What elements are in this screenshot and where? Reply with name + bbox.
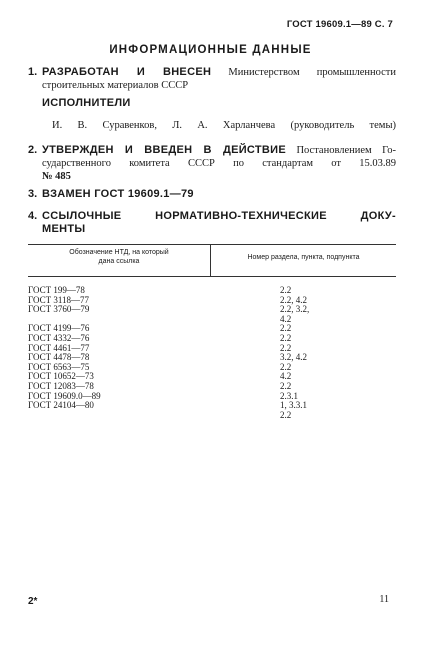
table-doc-cell: ГОСТ 3760—79 — [28, 304, 90, 315]
table-section-cell: 4.2 — [280, 371, 292, 382]
table-doc-cell — [28, 411, 228, 421]
table-section-cell: 2.2 — [280, 380, 292, 391]
table-section-cell: 2.2 — [280, 285, 292, 295]
table-col1-header — [28, 249, 210, 266]
table-doc-cell: ГОСТ 4461—77 — [28, 342, 90, 353]
table-section-cell: 2.2 — [280, 361, 292, 372]
page-title: ИНФОРМАЦИОННЫЕ ДАННЫЕ — [109, 44, 312, 56]
table-docs-column — [28, 286, 228, 420]
table-doc-cell: ГОСТ 10652—73 — [28, 371, 94, 382]
section-text-line3: № 485 — [42, 171, 71, 182]
executors-names: И. В. Суравенков, Л. А. Харланчева (руководитель темы) — [52, 120, 396, 131]
section-number: 3. — [28, 188, 38, 200]
executors-heading: ИСПОЛНИТЕЛИ — [42, 97, 131, 109]
table-section-cell: 2.3.1 — [280, 390, 298, 401]
table-doc-cell: ГОСТ 12083—78 — [28, 380, 94, 391]
section-number: 4. — [28, 210, 38, 222]
table-section-cell: 4.2 — [280, 313, 292, 324]
page-number: 11 — [379, 594, 389, 605]
section-number: 1. — [28, 66, 38, 78]
footer-signature-mark: 2* — [28, 596, 38, 607]
section-3 — [28, 188, 396, 201]
table-col2-header: Номер раздела, пункта, подпункта — [247, 254, 360, 261]
table-section-cell: 2.2, 4.2 — [280, 294, 307, 305]
section-lead: ВЗАМЕН ГОСТ 19609.1—79 — [42, 188, 194, 200]
table-col1-header-line2: дана ссылка — [98, 257, 140, 265]
section-lead-line2: МЕНТЫ — [42, 223, 86, 235]
table-top-rule — [28, 244, 396, 245]
table-doc-cell: ГОСТ 199—78 — [28, 285, 85, 295]
table-doc-cell: ГОСТ 3118—77 — [28, 294, 90, 305]
section-lead: РАЗРАБОТАН И ВНЕСЕН — [42, 66, 212, 78]
table-section-cell: 1, 3.3.1 — [280, 400, 307, 411]
table-header-rule — [28, 276, 396, 277]
table-section-cell: 2.2, 3.2, — [280, 304, 310, 315]
section-lead: УТВЕРЖДЕН И ВВЕДЕН В ДЕЙСТВИЕ — [42, 144, 287, 156]
table-section-cell: 2.2 — [280, 342, 292, 353]
section-2 — [28, 144, 396, 183]
table-section-cell: 2.2 — [280, 323, 292, 334]
table-doc-cell: ГОСТ 4332—76 — [28, 332, 90, 343]
table-doc-cell: ГОСТ 24104—80 — [28, 400, 94, 411]
table-doc-cell: ГОСТ 19609.0—89 — [28, 390, 101, 401]
table-doc-cell: ГОСТ 4199—76 — [28, 323, 90, 334]
table-doc-cell: ГОСТ 6563—75 — [28, 361, 90, 372]
table-col1-header-line1: Обозначение НТД, на который — [69, 249, 169, 256]
section-text-line2: сударственного комитета СССР по стандартам от 15.03.89 — [42, 158, 396, 169]
table-section-cell: 3.2, 4.2 — [280, 352, 307, 363]
table-sections-column — [280, 286, 390, 420]
section-4 — [28, 210, 396, 236]
section-lead: ССЫЛОЧНЫЕ НОРМАТИВНО-ТЕХНИЧЕСКИЕ ДОКУ- — [42, 210, 396, 222]
section-text: Министерством промышленности — [228, 67, 397, 78]
page-header-code: ГОСТ 19609.1—89 С. 7 — [286, 19, 393, 30]
section-text-line2: строительных материалов СССР — [42, 80, 189, 91]
section-text: Постановлением Го- — [296, 145, 397, 156]
table-section-cell: 2.2 — [280, 409, 292, 420]
table-doc-cell: ГОСТ 4478—78 — [28, 352, 90, 363]
table-section-cell: 2.2 — [280, 332, 292, 343]
section-1 — [28, 66, 396, 92]
section-number: 2. — [28, 144, 38, 156]
